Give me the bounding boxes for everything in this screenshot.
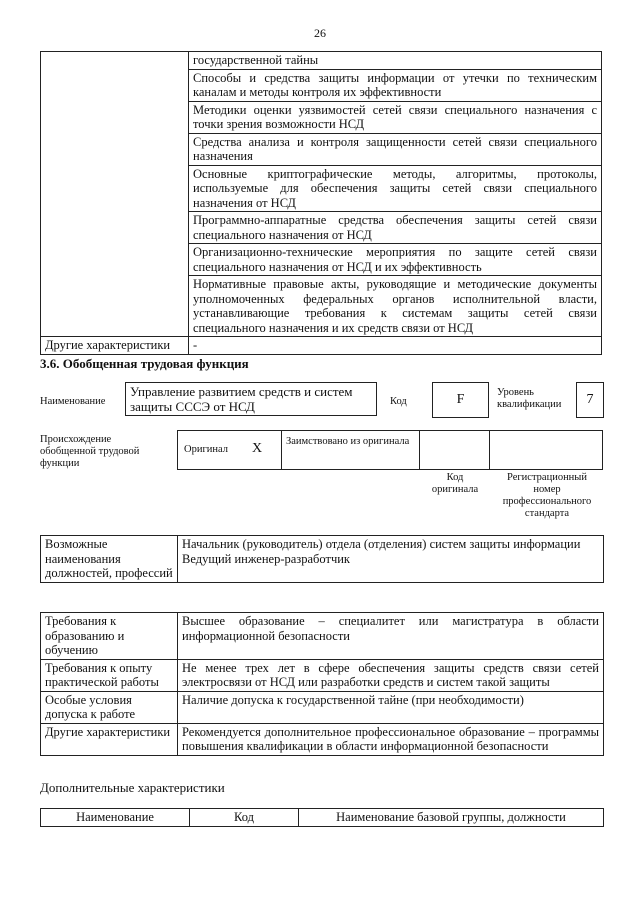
table-label-cell (41, 212, 189, 244)
other-characteristics-value: - (189, 337, 602, 355)
additional-table (40, 808, 604, 827)
knowledge-item: Нормативные правовые акты, руководящие и методические документы уполномоченных федеральных органов исполнительной власти, устанавливающие требования к системам защиты сетей связи специального назначения и их средств связи от НСД (189, 276, 602, 337)
origin-divider (489, 430, 490, 470)
positions-value (178, 536, 604, 583)
position-line: Начальник (руководитель) отдела (отделения) систем защиты информации (182, 537, 581, 551)
requirement-label: Другие характеристики (41, 723, 178, 755)
table-label-cell (41, 165, 189, 212)
original-label: Оригинал (184, 444, 228, 455)
qualification-level: 7 (576, 382, 604, 418)
knowledge-item: Средства анализа и контроля защищенности сетей связи специального назначения (189, 133, 602, 165)
requirement-value: Рекомендуется дополнительное профессиональное образование – программы повышения квалификации в области информационной безопасности (178, 723, 604, 755)
origin-divider (419, 430, 420, 470)
knowledge-item: Организационно-технические мероприятия по защите сетей связи специального назначения от НСД и их эффективность (189, 244, 602, 276)
additional-header: Наименование базовой группы, должности (299, 809, 604, 827)
requirement-value: Наличие допуска к государственной тайне (при необходимости) (178, 691, 604, 723)
table-label-cell (41, 244, 189, 276)
registration-number-caption: Регистрационный номер профессионального стандарта (502, 472, 592, 519)
original-mark: X (252, 441, 263, 456)
knowledge-item: Основные криптографические методы, алгоритмы, протоколы, используемые для обеспечения защиты сетей связи специального назначения от НСД (189, 165, 602, 212)
additional-title: Дополнительные характеристики (40, 780, 225, 795)
table-label-cell (41, 52, 189, 70)
knowledge-item: государственной тайны (189, 52, 602, 70)
knowledge-item: Методики оценки уязвимостей сетей связи специального назначения с точки зрения возможности НСД (189, 101, 602, 133)
position-line: Ведущий инженер-разработчик (182, 551, 350, 566)
knowledge-item: Способы и средства защиты информации от утечки по техническим каналам и методы контроля их эффективности (189, 69, 602, 101)
positions-label: Возможные наименования должностей, профессий (41, 536, 178, 583)
function-code: F (432, 382, 489, 418)
level-label: Уровень квалификации (497, 387, 562, 410)
requirements-table (40, 612, 604, 756)
table-label-cell (41, 101, 189, 133)
section-title: 3.6. Обобщенная трудовая функция (40, 356, 249, 371)
table-label-cell (41, 276, 189, 337)
origin-label: Происхождение обобщенной трудовой функции (40, 434, 140, 469)
positions-table (40, 535, 604, 583)
other-characteristics-label: Другие характеристики (41, 337, 189, 355)
knowledge-table (40, 51, 602, 355)
additional-header: Код (190, 809, 299, 827)
origin-divider (281, 430, 282, 470)
table-label-cell (41, 133, 189, 165)
requirement-value: Не менее трех лет в сфере обеспечения защиты средств связи сетей электросвязи от НСД или разработки средств и систем такой защиты (178, 659, 604, 691)
function-name: Управление развитием средств и систем защиты СССЭ от НСД (125, 382, 377, 416)
borrowed-label: Заимствовано из оригинала (286, 436, 410, 447)
name-label: Наименование (40, 396, 106, 407)
requirement-label: Требования к образованию и обучению (41, 613, 178, 660)
knowledge-item: Программно-аппаратные средства обеспечения защиты сетей связи специального назначения от НСД (189, 212, 602, 244)
requirement-label: Особые условия допуска к работе (41, 691, 178, 723)
code-label: Код (390, 396, 407, 407)
additional-header: Наименование (41, 809, 190, 827)
requirement-value: Высшее образование – специалитет или магистратура в области информационной безопасности (178, 613, 604, 660)
page-number: 26 (314, 26, 326, 40)
code-original-caption: Код оригинала (431, 472, 479, 495)
table-label-cell (41, 69, 189, 101)
requirement-label: Требования к опыту практической работы (41, 659, 178, 691)
